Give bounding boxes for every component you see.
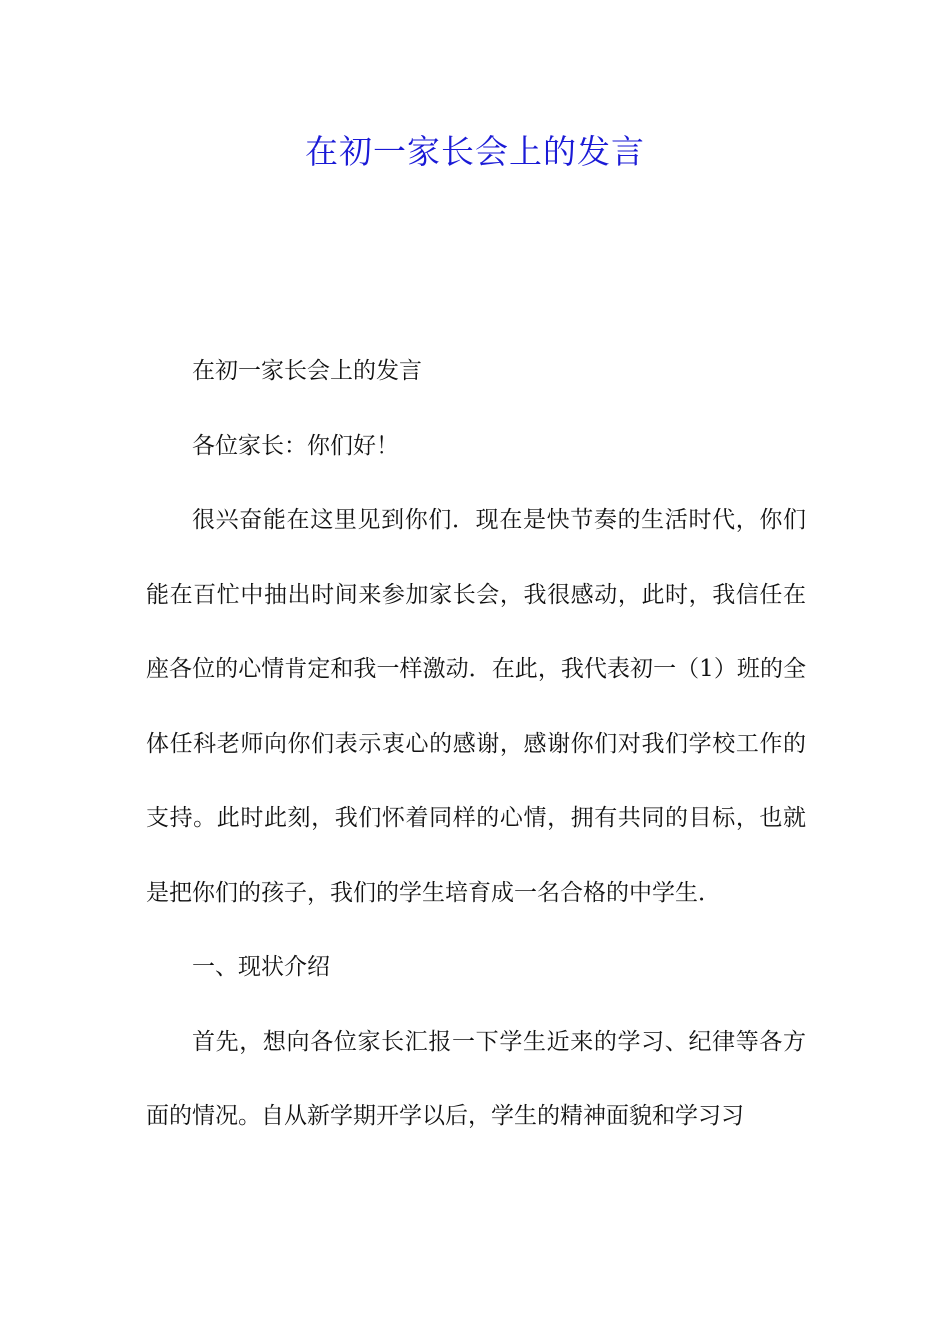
- document-title: 在初一家长会上的发言: [305, 132, 645, 171]
- document-body: [146, 334, 806, 1154]
- paragraph-heading: 在初一家长会上的发言: [192, 358, 422, 384]
- paragraph-status-report: 首先，想向各位家长汇报一下学生近来的学习、纪律等各方面的情况。自从新学期开学以后，学生的精神面貌和学习习: [146, 1028, 806, 1129]
- paragraph-greeting: 各位家长：你们好！: [192, 432, 399, 459]
- section-heading-status: 一、现状介绍: [192, 954, 330, 980]
- paragraph-introduction: 很兴奋能在这里见到你们．现在是快节奏的生活时代，你们能在百忙中抽出时间来参加家长会，我很感动，此时，我信任在座各位的心情肯定和我一样激动．在此，我代表初一（1）班的全体任科老师向你们表示衷心的感谢，感谢你们对我们学校工作的支持。此时此刻，我们怀着同样的心情，拥有共同的目标，也就是把你们的孩子，我们的学生培育成一名合格的中学生．: [146, 507, 806, 906]
